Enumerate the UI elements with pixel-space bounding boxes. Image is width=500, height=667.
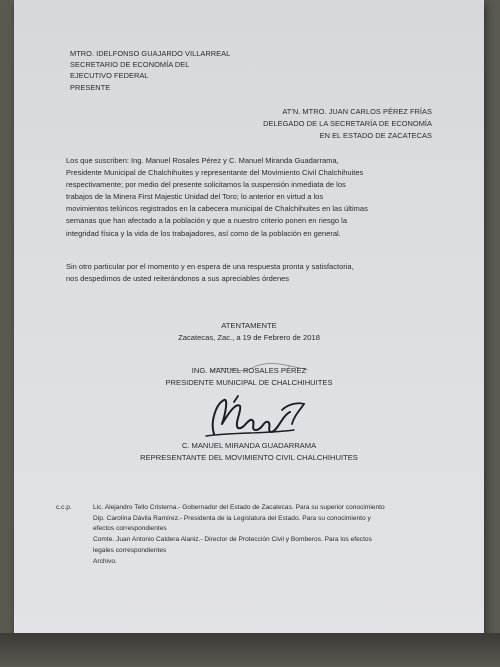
- ccp-line: Archivo.: [93, 557, 117, 565]
- body-line: Presidente Municipal de Chalchihuites y representante del Movimiento Civil Chalchihuites: [66, 168, 364, 178]
- body-line: Sin otro particular por el momento y en espera de una respuesta pronta y satisfactoria,: [66, 262, 354, 271]
- body-line: movimientos telúricos registrados en la cabecera municipal de Chalchihuites en las últimas: [66, 204, 368, 214]
- signatory-2-title: REPRESENTANTE DEL MOVIMIENTO CIVIL CHALCHIHUITES: [140, 453, 358, 462]
- attention-title: DELEGADO DE LA SECRETARÍA DE ECONOMÍA: [263, 119, 432, 128]
- ccp-line: Dip. Carolina Dávila Ramírez.- Presidenta de la Legislatura del Estado. Para su conocimiento y: [93, 514, 371, 522]
- ccp-line: legales correspondientes: [93, 546, 167, 554]
- signatory-2-name: C. MANUEL MIRANDA GUADARRAMA: [181, 441, 317, 450]
- recipient-block: [70, 48, 230, 93]
- body-paragraph-2: [66, 261, 442, 285]
- attention-name: AT'N. MTRO. JUAN CARLOS PÉREZ FRÍAS: [282, 107, 432, 116]
- ccp-line: Comte. Juan Antonio Caldera Alaniz.- Director de Protección Civil y Bomberos. Para los efectos: [93, 536, 372, 544]
- desk-surface: [0, 633, 500, 667]
- body-line: respectivamente; por medio del presente solicitamos la suspensión inmediata de los: [66, 180, 346, 190]
- recipient-title: SECRETARIO DE ECONOMÍA DEL: [70, 60, 190, 70]
- ccp-line: Lic. Alejandro Tello Cristerna.- Gobernador del Estado de Zacatecas. Para su superior conocimiento: [93, 504, 385, 511]
- closing-greeting: ATENTAMENTE: [221, 321, 277, 330]
- letter-page: [14, 0, 484, 642]
- place-date: Zacatecas, Zac., a 19 de Febrero de 2018: [178, 333, 320, 342]
- signatory-1-name: ING. MANUEL ROSALES PÉREZ: [191, 366, 307, 375]
- body-paragraph-1: [66, 155, 442, 240]
- attention-location: EN EL ESTADO DE ZACATECAS: [319, 131, 432, 140]
- ccp-list: [93, 503, 455, 567]
- body-line: integridad física y la vida de los trabajadores, así como de la población en general.: [66, 228, 341, 238]
- ccp-line: efectos correspondientes: [93, 525, 167, 533]
- ccp-label: c.c.p.: [56, 504, 72, 511]
- recipient-name: MTRO. IDELFONSO GUAJARDO VILLARREAL: [70, 49, 231, 58]
- recipient-presente: PRESENTE: [70, 82, 111, 92]
- body-line: nos despedimos de usted reiterándonos a sus apreciables órdenes: [66, 274, 290, 284]
- body-line: trabajos de la Minera First Majestic Unidad del Toro; lo anterior en virtud a los: [66, 192, 324, 202]
- body-line: semanas que han afectado a la población y que a nuestro criterio ponen en riesgo la: [66, 216, 348, 226]
- signatory-1-title: PRESIDENTE MUNICIPAL DE CHALCHIHUITES: [165, 378, 333, 387]
- body-line: Los que suscriben: Ing. Manuel Rosales Pérez y C. Manuel Miranda Guadarrama,: [66, 156, 339, 165]
- recipient-office: EJECUTIVO FEDERAL: [70, 71, 149, 81]
- signature-2: [194, 394, 314, 440]
- attention-block: [263, 106, 432, 142]
